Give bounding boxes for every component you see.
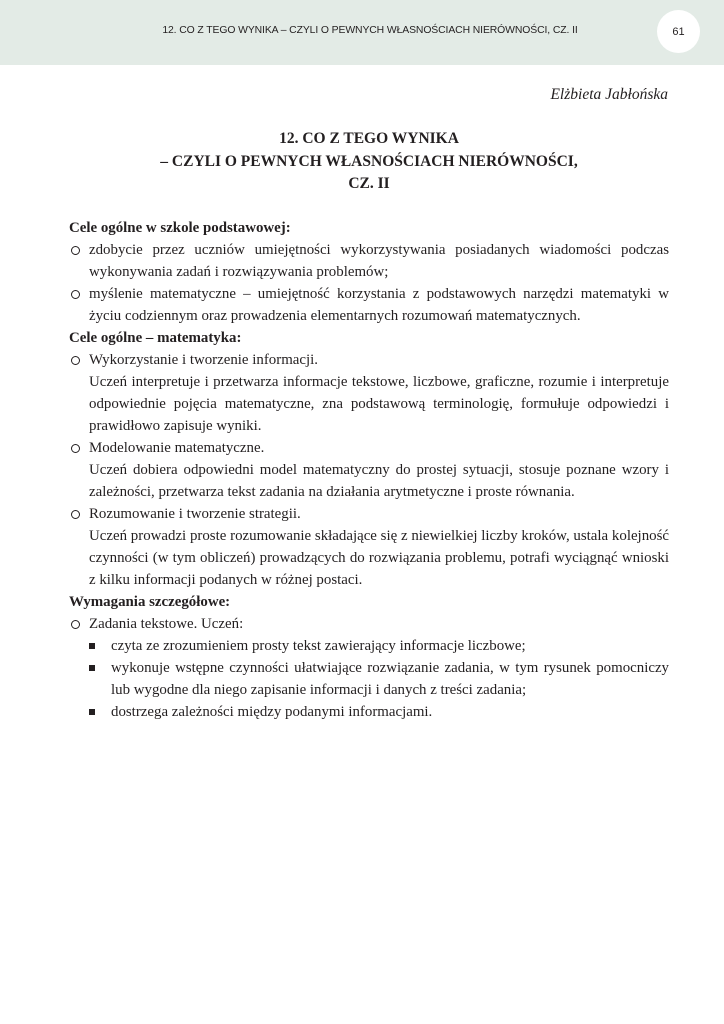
square-bullet-icon bbox=[89, 665, 95, 671]
goal-description: Uczeń interpretuje i przetwarza informacje tekstowe, liczbowe, graficzne, rozumie i interpretuje odpowiednie pojęcia matematyczne, zna podstawową terminologię, formułuje odpowiedzi i prawidłowo zapisuje wyniki. bbox=[89, 374, 669, 434]
square-bullet-icon bbox=[89, 643, 95, 649]
circle-bullet-icon bbox=[71, 246, 80, 255]
circle-bullet-icon bbox=[71, 510, 80, 519]
circle-bullet-icon bbox=[71, 620, 80, 629]
goal-description: Uczeń prowadzi proste rozumowanie składające się z niewielkiej liczby kroków, ustala kolejność czynności (w tym obliczeń) prowadzących do rozwiązania problemu, potrafi wyciągnąć wnioski z kilku informacji podanych w różnej postaci. bbox=[89, 528, 669, 588]
page-number: 61 bbox=[657, 10, 700, 53]
lesson-title bbox=[0, 128, 724, 196]
goal-name: Modelowanie matematyczne. bbox=[89, 440, 265, 456]
list-item bbox=[69, 349, 669, 437]
circle-bullet-icon bbox=[71, 290, 80, 299]
running-header bbox=[0, 0, 724, 65]
sub-list-item bbox=[89, 701, 669, 723]
title-line: 12. CO Z TEGO WYNIKA bbox=[279, 130, 459, 147]
running-title: 12. CO Z TEGO WYNIKA – CZYLI O PEWNYCH WŁASNOŚCIACH NIERÓWNOŚCI, CZ. II bbox=[162, 25, 578, 36]
sub-list bbox=[89, 635, 669, 723]
goal-name: Wykorzystanie i tworzenie informacji. bbox=[89, 352, 318, 368]
sub-list-item-text: wykonuje wstępne czynności ułatwiające rozwiązanie zadania, w tym rysunek pomocniczy lub wygodne dla niego zapisanie informacji i danych z treści zadania; bbox=[111, 660, 669, 698]
list-item bbox=[69, 239, 669, 283]
circle-bullet-icon bbox=[71, 356, 80, 365]
list-item-text: zdobycie przez uczniów umiejętności wykorzystywania posiadanych wiadomości podczas wykonywania zadań i rozwiązywania problemów; bbox=[89, 242, 669, 280]
sub-list-item bbox=[89, 635, 669, 657]
list-item-text: myślenie matematyczne – umiejętność korzystania z podstawowych narzędzi matematyki w życiu codziennym oraz prowadzenia elementarnych rozumowań matematycznych. bbox=[89, 286, 669, 324]
title-line: CZ. II bbox=[348, 175, 390, 192]
lesson-content bbox=[69, 217, 669, 723]
author-name: Elżbieta Jabłońska bbox=[550, 86, 668, 103]
title-line: – CZYLI O PEWNYCH WŁASNOŚCIACH NIERÓWNOŚCI, bbox=[160, 152, 578, 170]
list-item bbox=[69, 283, 669, 327]
list-item-text: Zadania tekstowe. Uczeń: bbox=[89, 616, 244, 632]
list-item bbox=[69, 503, 669, 591]
sub-list-item bbox=[89, 657, 669, 701]
list-item bbox=[69, 613, 669, 635]
sub-list-item-text: czyta ze zrozumieniem prosty tekst zawierający informacje liczbowe; bbox=[111, 638, 526, 654]
list-item bbox=[69, 437, 669, 503]
detailed-requirements-heading: Wymagania szczegółowe: bbox=[69, 594, 231, 610]
math-goals-heading: Cele ogólne – matematyka: bbox=[69, 330, 242, 346]
general-goals-heading: Cele ogólne w szkole podstawowej: bbox=[69, 220, 291, 236]
goal-name: Rozumowanie i tworzenie strategii. bbox=[89, 506, 301, 522]
goal-description: Uczeń dobiera odpowiedni model matematyczny do prostej sytuacji, stosuje poznane wzory i zależności, przetwarza tekst zadania na działania arytmetyczne i proste równania. bbox=[89, 462, 669, 500]
circle-bullet-icon bbox=[71, 444, 80, 453]
sub-list-item-text: dostrzega zależności między podanymi informacjami. bbox=[111, 704, 433, 720]
square-bullet-icon bbox=[89, 709, 95, 715]
